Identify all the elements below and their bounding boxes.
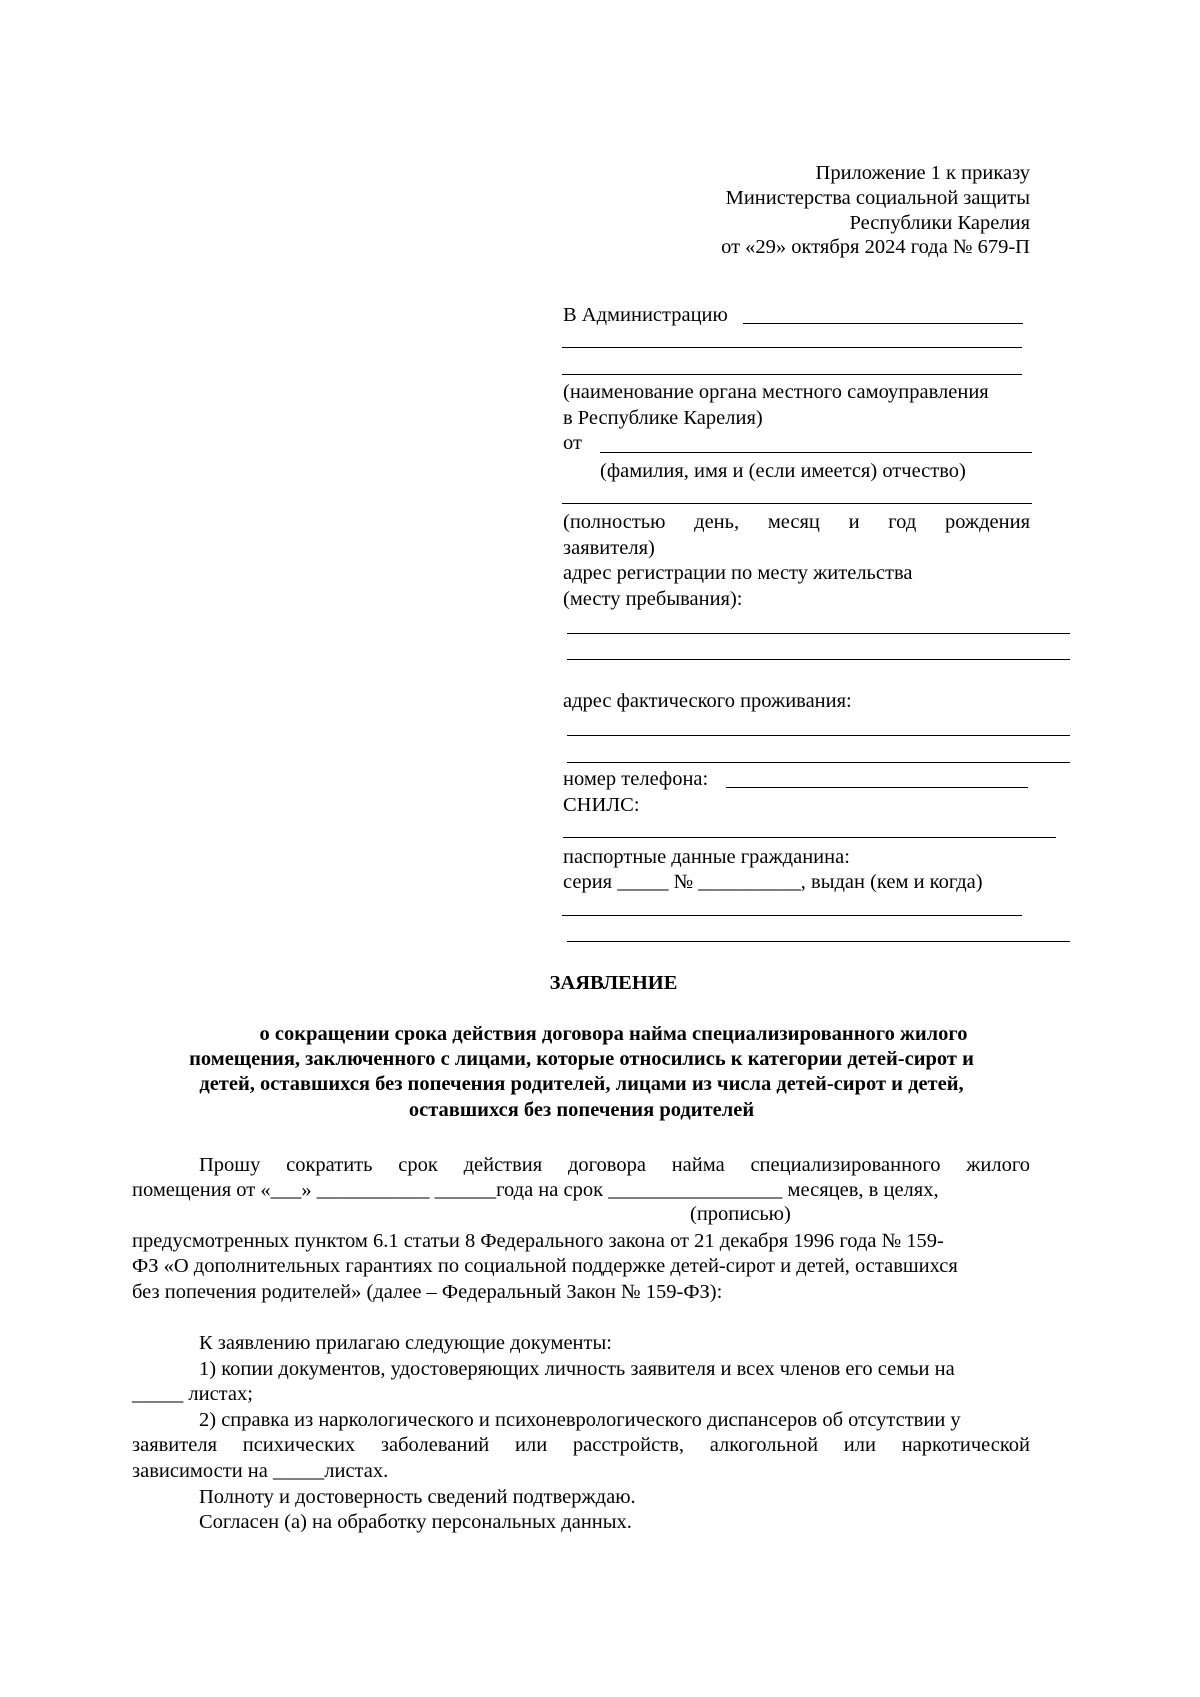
body-p1-line-2: помещения от «___» ___________ ______года на срок _________________ месяцев, в целях, [132,1179,939,1201]
phone-label: номер телефона: [563,768,709,790]
body-p1-line-5: без попечения родителей» (далее – Федеральный Закон № 159-ФЗ): [132,1281,723,1303]
document-title: ЗАЯВЛЕНИЕ [549,972,678,994]
attachment-1-line-2: _____ листах; [132,1383,253,1405]
snils-field[interactable] [563,837,1056,838]
spelled-out-hint: (прописью) [690,1203,791,1225]
phone-field[interactable] [726,787,1028,788]
passport-label: паспортные данные гражданина: [563,846,850,868]
consent-statement: Согласен (а) на обработку персональных данных. [199,1511,632,1533]
org-hint-2: в Республике Карелия) [563,407,763,429]
dob-hint-2: заявителя) [563,537,655,559]
admin-name-field-3[interactable] [562,374,1022,375]
applicant-name-field[interactable] [600,452,1032,453]
birth-date-field[interactable] [562,503,1032,504]
reg-address-field-2[interactable] [567,659,1070,660]
name-hint: (фамилия, имя и (если имеется) отчество) [600,460,966,482]
snils-label: СНИЛС: [563,794,640,816]
confirmation-statement: Полноту и достоверность сведений подтверждаю. [199,1486,636,1508]
attachment-2-line-1: 2) справка из наркологического и психоневрологического диспансеров об отсутствии у [199,1409,961,1431]
body-p1-line-3: предусмотренных пунктом 6.1 статьи 8 Федерального закона от 21 декабря 1996 года № 159- [132,1230,944,1252]
from-label: от [563,432,582,454]
reg-address-label-2: (месту пребывания): [563,588,743,610]
reg-address-field-1[interactable] [567,633,1070,634]
subtitle-line-2: помещения, заключенного с лицами, которые относились к категории детей-сирот и [189,1048,974,1070]
appendix-line-1: Приложение 1 к приказу [815,162,1030,184]
actual-address-field-1[interactable] [567,735,1070,736]
actual-address-field-2[interactable] [567,762,1070,763]
attachment-2-line-3: зависимости на _____листах. [132,1460,389,1482]
appendix-line-3: Республики Карелия [849,212,1030,234]
body-p1-line-4: ФЗ «О дополнительных гарантиях по социальной поддержке детей-сирот и детей, оставшихся [132,1255,958,1277]
actual-address-label: адрес фактического проживания: [563,690,852,712]
to-admin-label: В Администрацию [563,304,728,326]
passport-issued-field-1[interactable] [562,915,1022,916]
body-p1-line-1: Прошу сократить срок действия договора найма специализированного жилого [199,1154,1030,1176]
subtitle-line-1: о сокращении срока действия договора найма специализированного жилого [259,1023,968,1045]
passport-series-line: серия _____ № __________, выдан (кем и когда) [563,871,983,893]
passport-issued-field-2[interactable] [567,941,1070,942]
attachments-intro: К заявлению прилагаю следующие документы: [199,1332,612,1354]
admin-name-field[interactable] [743,323,1023,324]
subtitle-line-3: детей, оставшихся без попечения родителей, лицами из числа детей-сирот и детей, [199,1073,964,1095]
admin-name-field-2[interactable] [562,347,1022,348]
dob-hint-1: (полностью день, месяц и год рождения [563,511,1030,533]
org-hint-1: (наименование органа местного самоуправления [563,381,989,403]
subtitle-line-4: оставшихся без попечения родителей [408,1099,755,1121]
appendix-line-2: Министерства социальной защиты [725,187,1030,209]
appendix-line-4: от «29» октября 2024 года № 679-П [721,236,1030,258]
reg-address-label: адрес регистрации по месту жительства [563,562,913,584]
attachment-1-line-1: 1) копии документов, удостоверяющих личность заявителя и всех членов его семьи на [199,1358,955,1380]
attachment-2-line-2: заявителя психических заболеваний или расстройств, алкогольной или наркотической [132,1434,1030,1456]
